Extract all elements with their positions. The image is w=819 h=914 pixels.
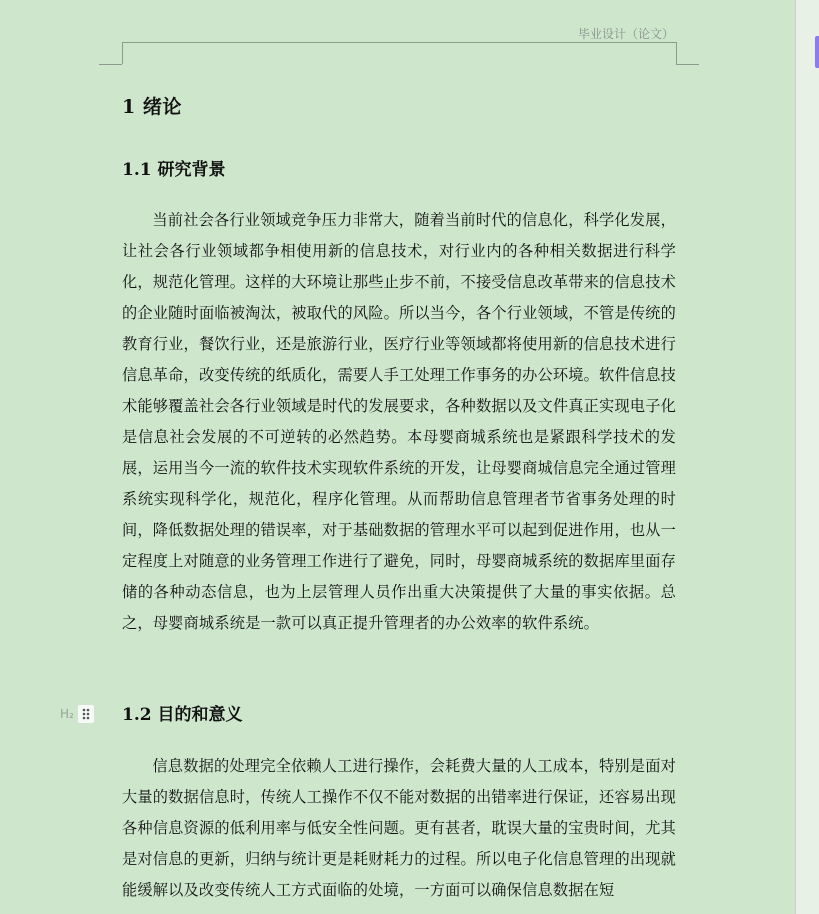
- section-heading-purpose[interactable]: 1.2 目的和意义: [122, 705, 243, 725]
- heading-level-marker[interactable]: [60, 704, 95, 724]
- section-heading-background[interactable]: 1.1 研究背景: [122, 160, 226, 180]
- side-panel-tab[interactable]: [815, 36, 819, 68]
- running-header: 毕业设计（论文）: [577, 27, 674, 41]
- window-right-edge: [795, 0, 819, 914]
- crop-mark-left-horizontal: [99, 64, 122, 65]
- header-rule: [122, 42, 676, 43]
- heading-level-tag: H₂: [60, 707, 74, 721]
- paragraph-background[interactable]: 当前社会各行业领域竞争压力非常大，随着当前时代的信息化，科学化发展，让社会各行业领域都争相使用新的信息技术，对行业内的各种相关数据进行科学化，规范化管理。这样的大环境让那些止步不前，不接受信息改革带来的信息技术的企业随时面临被淘汰，被取代的风险。所以当今，各个行业领域，不管是传统的教育行业，餐饮行业，还是旅游行业，医疗行业等领域都将使用新的信息技术进行信息革命，改变传统的纸质化，需要人手工处理工作事务的办公环境。软件信息技术能够覆盖社会各行业领域是时代的发展要求，各种数据以及文件真正实现电子化是信息社会发展的不可逆转的必然趋势。本母婴商城系统也是紧跟科学技术的发展，运用当今一流的软件技术实现软件系统的开发，让母婴商城信息完全通过管理系统实现科学化，规范化，程序化管理。从而帮助信息管理者节省事务处理的时间，降低数据处理的错误率，对于基础数据的管理水平可以起到促进作用，也从一定程度上对随意的业务管理工作进行了避免，同时，母婴商城系统的数据库里面存储的各种动态信息，也为上层管理人员作出重大决策提供了大量的事实依据。总之，母婴商城系统是一款可以真正提升管理者的办公效率的软件系统。: [122, 211, 676, 632]
- drag-handle-icon[interactable]: [77, 704, 95, 724]
- crop-mark-left: [122, 42, 123, 64]
- crop-mark-right-horizontal: [676, 64, 699, 65]
- crop-mark-right: [676, 42, 677, 64]
- paragraph-purpose[interactable]: 信息数据的处理完全依赖人工进行操作，会耗费大量的人工成本，特别是面对大量的数据信息时，传统人工操作不仅不能对数据的出错率进行保证，还容易出现各种信息资源的低利用率与低安全性问题。更有甚者，耽误大量的宝贵时间，尤其是对信息的更新，归纳与统计更是耗财耗力的过程。所以电子化信息管理的出现就能缓解以及改变传统人工方式面临的处境，一方面可以确保信息数据在短: [122, 757, 676, 899]
- chapter-heading[interactable]: 1 绪论: [122, 96, 182, 118]
